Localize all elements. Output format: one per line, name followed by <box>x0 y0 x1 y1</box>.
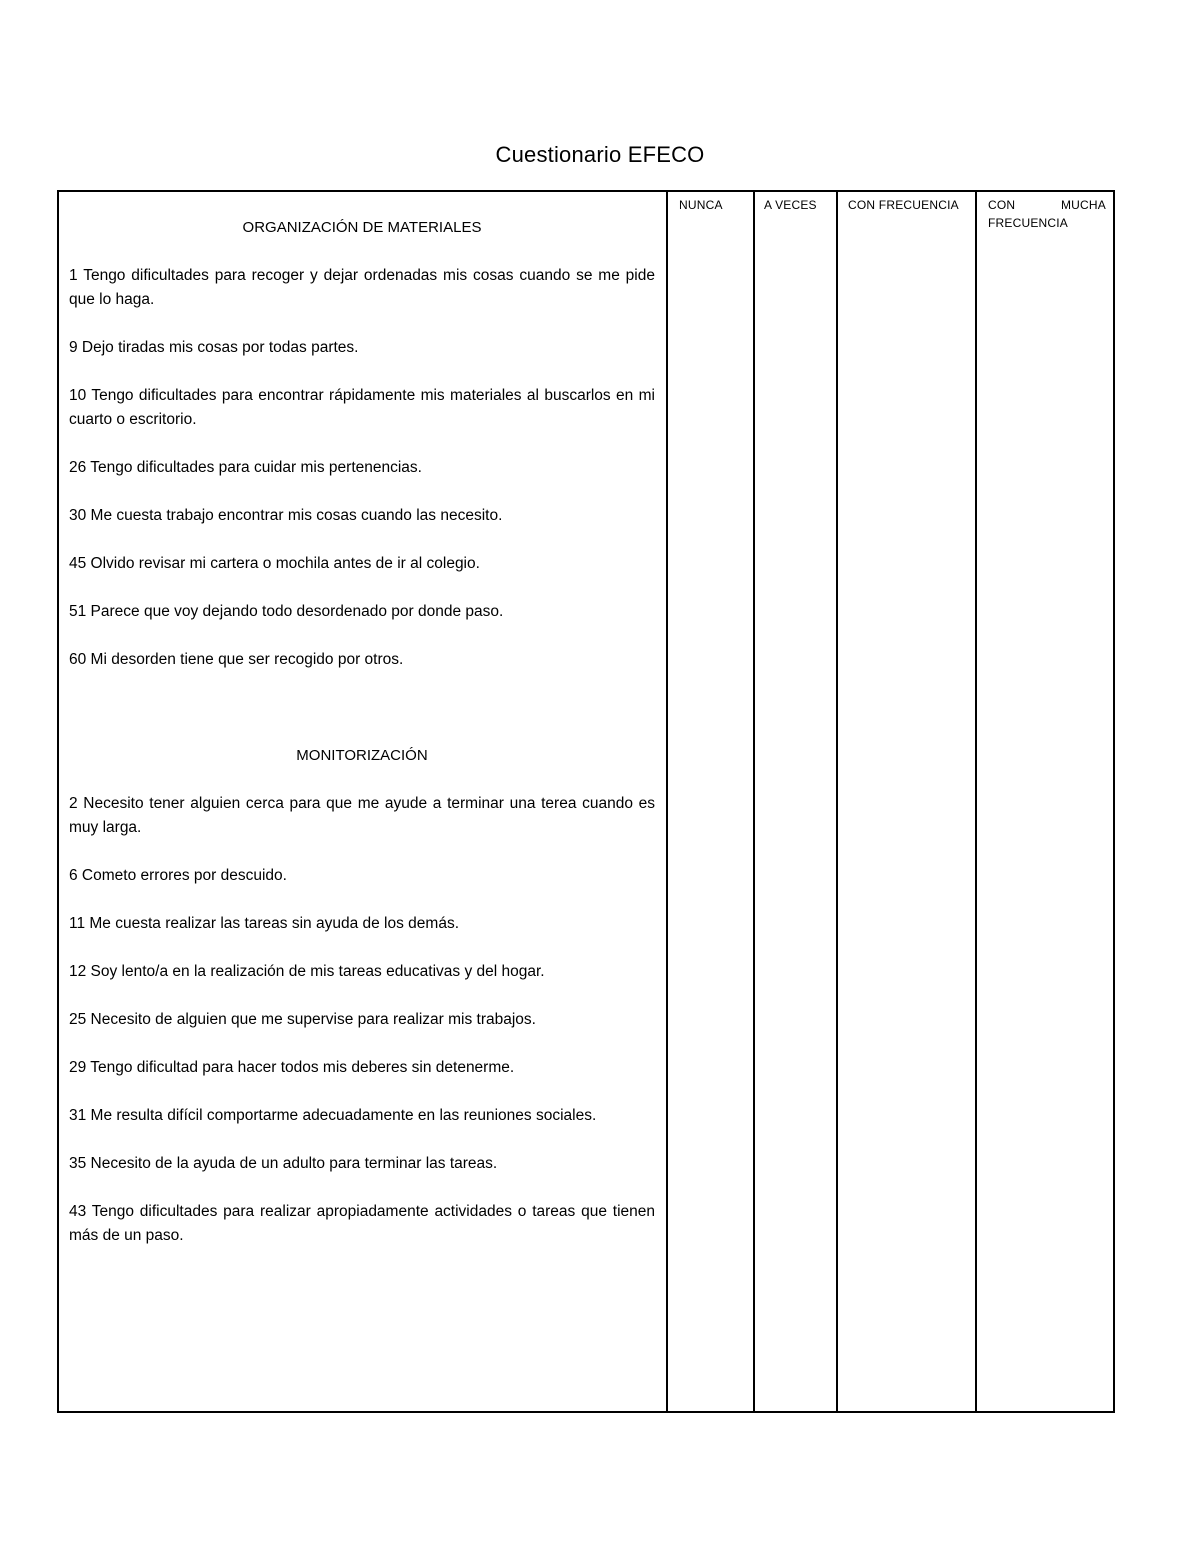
column-divider <box>975 192 977 1411</box>
question-item: 6 Cometo errores por descuido. <box>69 867 287 884</box>
question-item: 31 Me resulta difícil comportarme adecuadamente en las reuniones sociales. <box>69 1107 597 1124</box>
question-item: 10 Tengo dificultades para encontrar rápidamente mis materiales al buscarlos en mi cuarto o escritorio. <box>69 387 655 428</box>
column-header-a-veces: A VECES <box>764 198 817 212</box>
question-item: 1 Tengo dificultades para recoger y dejar ordenadas mis cosas cuando se me pide que lo haga. <box>69 267 655 308</box>
column-header-con-frecuencia: CON FRECUENCIA <box>848 198 959 212</box>
question-item: 26 Tengo dificultades para cuidar mis pertenencias. <box>69 459 422 476</box>
column-divider <box>836 192 838 1411</box>
question-item: 30 Me cuesta trabajo encontrar mis cosas cuando las necesito. <box>69 507 503 524</box>
question-item: 45 Olvido revisar mi cartera o mochila antes de ir al colegio. <box>69 555 480 572</box>
question-item: 29 Tengo dificultad para hacer todos mis deberes sin detenerme. <box>69 1059 515 1076</box>
column-divider <box>753 192 755 1411</box>
question-item: 51 Parece que voy dejando todo desordenado por donde paso. <box>69 603 504 620</box>
column-header-con-mucha-frecuencia: CON MUCHA FRECUENCIA <box>988 198 1106 230</box>
page-title: Cuestionario EFECO <box>495 142 705 167</box>
column-header-nunca: NUNCA <box>679 198 723 212</box>
questionnaire-table <box>57 190 1115 1413</box>
column-divider <box>666 192 668 1411</box>
question-item: 60 Mi desorden tiene que ser recogido por otros. <box>69 651 404 668</box>
question-item: 9 Dejo tiradas mis cosas por todas partes. <box>69 339 359 356</box>
question-item: 11 Me cuesta realizar las tareas sin ayuda de los demás. <box>69 915 459 932</box>
question-item: 25 Necesito de alguien que me supervise para realizar mis trabajos. <box>69 1011 536 1028</box>
question-item: 2 Necesito tener alguien cerca para que me ayude a terminar una terea cuando es muy larga. <box>69 795 655 836</box>
question-item: 12 Soy lento/a en la realización de mis tareas educativas y del hogar. <box>69 963 545 980</box>
section-title-organizacion: ORGANIZACIÓN DE MATERIALES <box>242 219 482 236</box>
question-item: 43 Tengo dificultades para realizar apropiadamente actividades o tareas que tienen más de un paso. <box>69 1203 655 1244</box>
question-list <box>69 192 655 1248</box>
section-title-monitorizacion: MONITORIZACIÓN <box>296 747 428 764</box>
question-item: 35 Necesito de la ayuda de un adulto para terminar las tareas. <box>69 1155 498 1172</box>
